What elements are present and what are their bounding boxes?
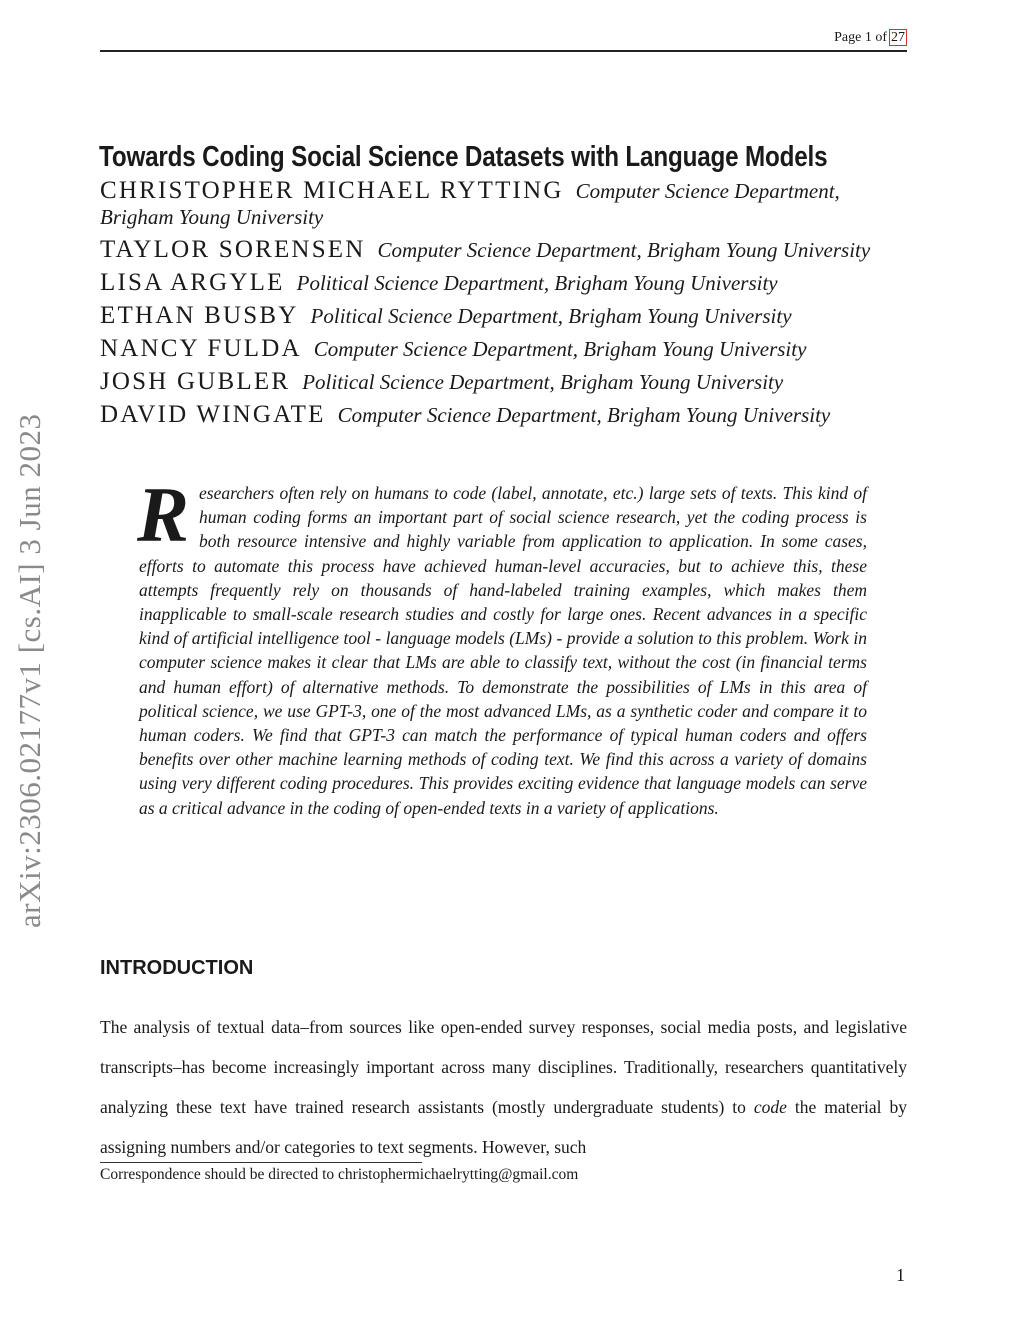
author-name: NANCY FULDA — [100, 335, 302, 362]
page-label: Page 1 of — [834, 30, 887, 45]
author-name: TAYLOR SORENSEN — [100, 236, 366, 263]
author-affiliation: Computer Science Department, Brigham Young University — [100, 179, 840, 229]
abstract-drop-cap: R — [137, 471, 190, 558]
author-entry — [100, 270, 907, 297]
page-indicator — [834, 30, 907, 46]
arxiv-side-stamp: arXiv:2306.02177v1 [cs.AI] 3 Jun 2023 — [12, 413, 47, 928]
intro-text-after: the material by assigning numbers and/or categories to text segments. However, such — [100, 1097, 907, 1157]
author-entry — [100, 402, 907, 429]
author-name: LISA ARGYLE — [100, 269, 285, 296]
footnote: Correspondence should be directed to christophermichaelrytting@gmail.com — [100, 1166, 579, 1183]
author-name: DAVID WINGATE — [100, 401, 326, 428]
intro-text-before: The analysis of textual data–from sources like open-ended survey responses, social media posts, and legislative transcripts–has become increasingly important across many disciplines. Traditionally, researchers quantitatively analyzing these text have trained research assistants (mostly undergraduate students) to — [100, 1017, 907, 1117]
author-affiliation: Political Science Department, Brigham Young University — [302, 370, 784, 394]
author-affiliation: Computer Science Department, Brigham Young University — [337, 403, 831, 427]
author-name: JOSH GUBLER — [100, 368, 291, 395]
total-pages-link[interactable]: 27 — [891, 30, 905, 45]
section-heading: INTRODUCTION — [100, 957, 254, 979]
author-affiliation: Political Science Department, Brigham Young University — [310, 304, 792, 328]
author-name: ETHAN BUSBY — [100, 302, 299, 329]
author-affiliation: Computer Science Department, Brigham Young University — [313, 337, 807, 361]
author-entry — [100, 369, 907, 396]
author-affiliation: Computer Science Department, Brigham Young University — [377, 238, 871, 262]
footnote-divider — [100, 1162, 422, 1163]
introduction-paragraph — [100, 1007, 907, 1167]
abstract — [137, 471, 867, 820]
paper-title: Towards Coding Social Science Datasets with Language Models — [99, 141, 828, 173]
author-entry — [100, 178, 907, 231]
author-entry — [100, 237, 907, 264]
author-name: CHRISTOPHER MICHAEL RYTTING — [100, 177, 564, 204]
author-list — [100, 178, 907, 435]
intro-emphasis: code — [753, 1097, 787, 1117]
author-affiliation: Political Science Department, Brigham Young University — [296, 271, 778, 295]
author-entry — [100, 303, 907, 330]
running-header — [100, 28, 907, 52]
page-number: 1 — [896, 1265, 905, 1285]
author-entry — [100, 336, 907, 363]
abstract-text: esearchers often rely on humans to code (label, annotate, etc.) large sets of texts. This kind of human coding forms an important part of social science research, yet the coding process is both resource intensive and highly variable from application to application. In some cases, efforts to automate this process have achieved human-level accuracies, but to achieve this, these attempts frequently rely on thousands of hand-labeled training examples, which makes them inapplicable to small-scale research studies and costly for large ones. Recent advances in a specific kind of artificial intelligence tool - language models (LMs) - provide a solution to this problem. Work in computer science makes it clear that LMs are able to classify text, without the cost (in financial terms and human effort) of alternative methods. To demonstrate the possibilities of LMs in this area of political science, we use GPT-3, one of the most advanced LMs, as a synthetic coder and compare it to human coders. We find that GPT-3 can match the performance of typical human coders and offers benefits over other machine learning methods of coding text. We find this across a variety of domains using very different coding procedures. This provides exciting evidence that language models can serve as a critical advance in the coding of open-ended texts in a variety of applications. — [139, 483, 867, 818]
